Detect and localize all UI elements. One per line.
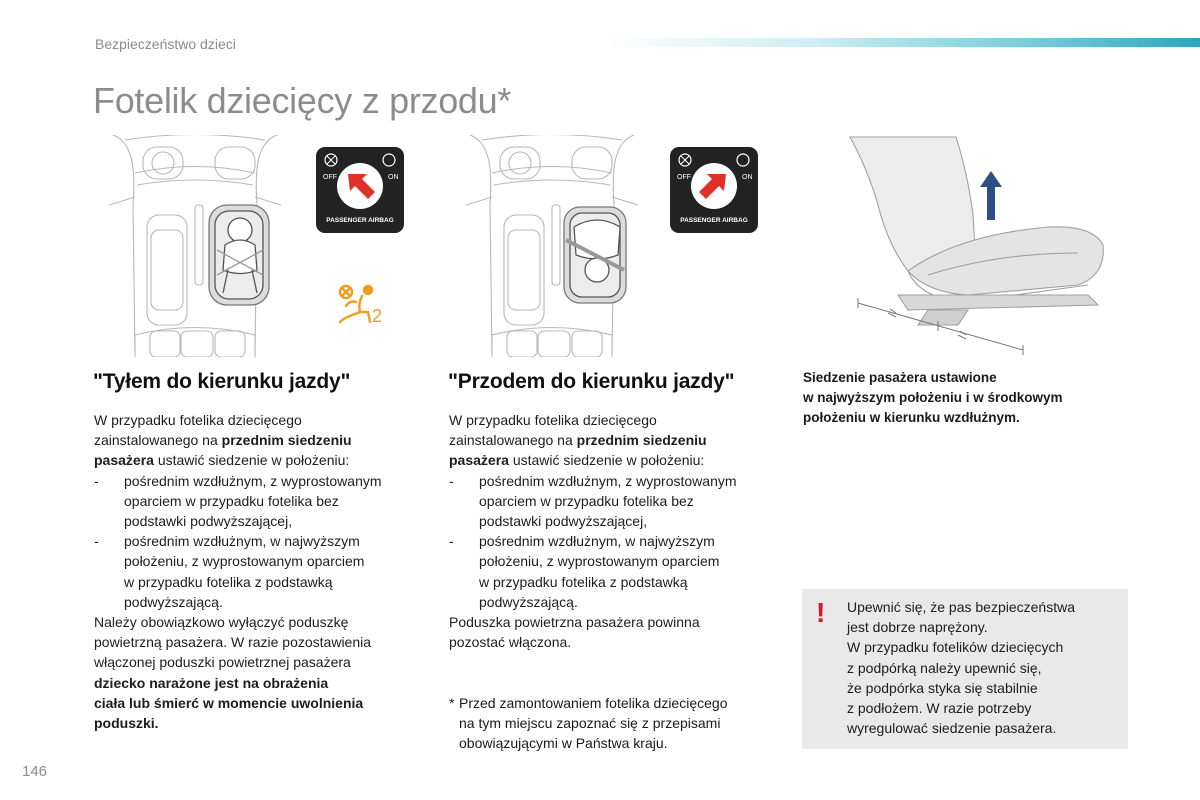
list-item: - pośrednim wzdłużnym, z wyprostowanym oparciem w przypadku fotelika bez podstawki podwyższającej, (94, 472, 382, 530)
forward-facing-body: W przypadku fotelika dziecięcego zainstalowanego na przednim siedzeniu pasażera ustawić siedzenie w położeniu: - pośrednim wzdłużnym, z wyprostowanym oparciem w przypadku fotelika bez podstawki podwyższającej, - pośrednim wzdłużnym, w najwyższym położeniu, z wyprostowanym oparciem w przypadku fotelika z podstawką podwyższającą. Poduszka powietrzna pasażera powinna pozostać włączona. (449, 410, 779, 652)
arrow-up-icon (980, 171, 1002, 220)
airbag-text-label: PASSENGER AIRBAG (326, 217, 394, 224)
airbag-on-indicator (669, 146, 759, 234)
airbag-off-label: OFF (323, 174, 337, 181)
footnote: * Przed zamontowaniem fotelika dziecięcego na tym miejscu zapoznać się z przepisami obowiązującymi w Państwa kraju. (449, 695, 728, 752)
rear-facing-body: W przypadku fotelika dziecięcego zainstalowanego na przednim siedzeniu pasażera ustawić siedzenie w położeniu: - pośrednim wzdłużnym, z wyprostowanym oparciem w przypadku fotelika bez podstawki podwyższającej, - pośrednim wzdłużnym, w najwyższym położeniu, z wyprostowanym oparciem w przypadku fotelika z podstawką podwyższającą. Należy obowiązkowo wyłączyć poduszkę powietrzną pasażera. W razie pozostawienia włączonej poduszki powietrznej pasażera dziecko narażone jest na obrażenia ciała lub śmierć w momencie uwolnienia poduszki. (94, 410, 424, 733)
warning-box (802, 589, 1128, 749)
page-number: 146 (22, 763, 48, 780)
airbag-warning-icon (334, 282, 386, 326)
airbag-on-label-2: ON (742, 174, 753, 181)
section-label: Bezpieczeństwo dzieci (95, 36, 236, 52)
seat-position-illustration (848, 135, 1108, 357)
warning-text: Upewnić się, że pas bezpieczeństwa jest dobrze naprężony. W przypadku fotelików dziecięcych z podpórką należy upewnić się, że podpórka styka się stabilnie z podłożem. W razie potrzeby wyregulować siedzenie pasażera. (847, 599, 1076, 737)
airbag-off-indicator (315, 146, 405, 234)
left-intro-line-1: W przypadku fotelika dziecięcego (94, 412, 302, 428)
rear-facing-title: "Tyłem do kierunku jazdy" (93, 370, 351, 393)
forward-facing-title: "Przodem do kierunku jazdy" (448, 370, 735, 393)
svg-text:2: 2 (372, 306, 383, 326)
airbag-off-label-2: OFF (677, 174, 691, 181)
list-item: - pośrednim wzdłużnym, z wyprostowanym oparciem w przypadku fotelika bez podstawki podwyższającej, (449, 472, 737, 530)
seat-caption: Siedzenie pasażera ustawione w najwyższym położeniu i w środkowym położeniu w kierunku wzdłużnym. (803, 370, 1063, 425)
header-gradient-rule (605, 38, 1200, 47)
warning-icon: ! (816, 597, 826, 628)
page-title: Fotelik dziecięcy z przodu* (93, 80, 512, 121)
airbag-on-label: ON (388, 174, 399, 181)
list-item: - pośrednim wzdłużnym, w najwyższym położeniu, z wyprostowanym oparciem w przypadku fotelika z podstawką podwyższającą. (94, 533, 365, 610)
forward-facing-seat-illustration (452, 135, 652, 357)
list-item: - pośrednim wzdłużnym, w najwyższym położeniu, z wyprostowanym oparciem w przypadku fotelika z podstawką podwyższającą. (449, 533, 720, 610)
airbag-text-label-2: PASSENGER AIRBAG (680, 217, 748, 224)
